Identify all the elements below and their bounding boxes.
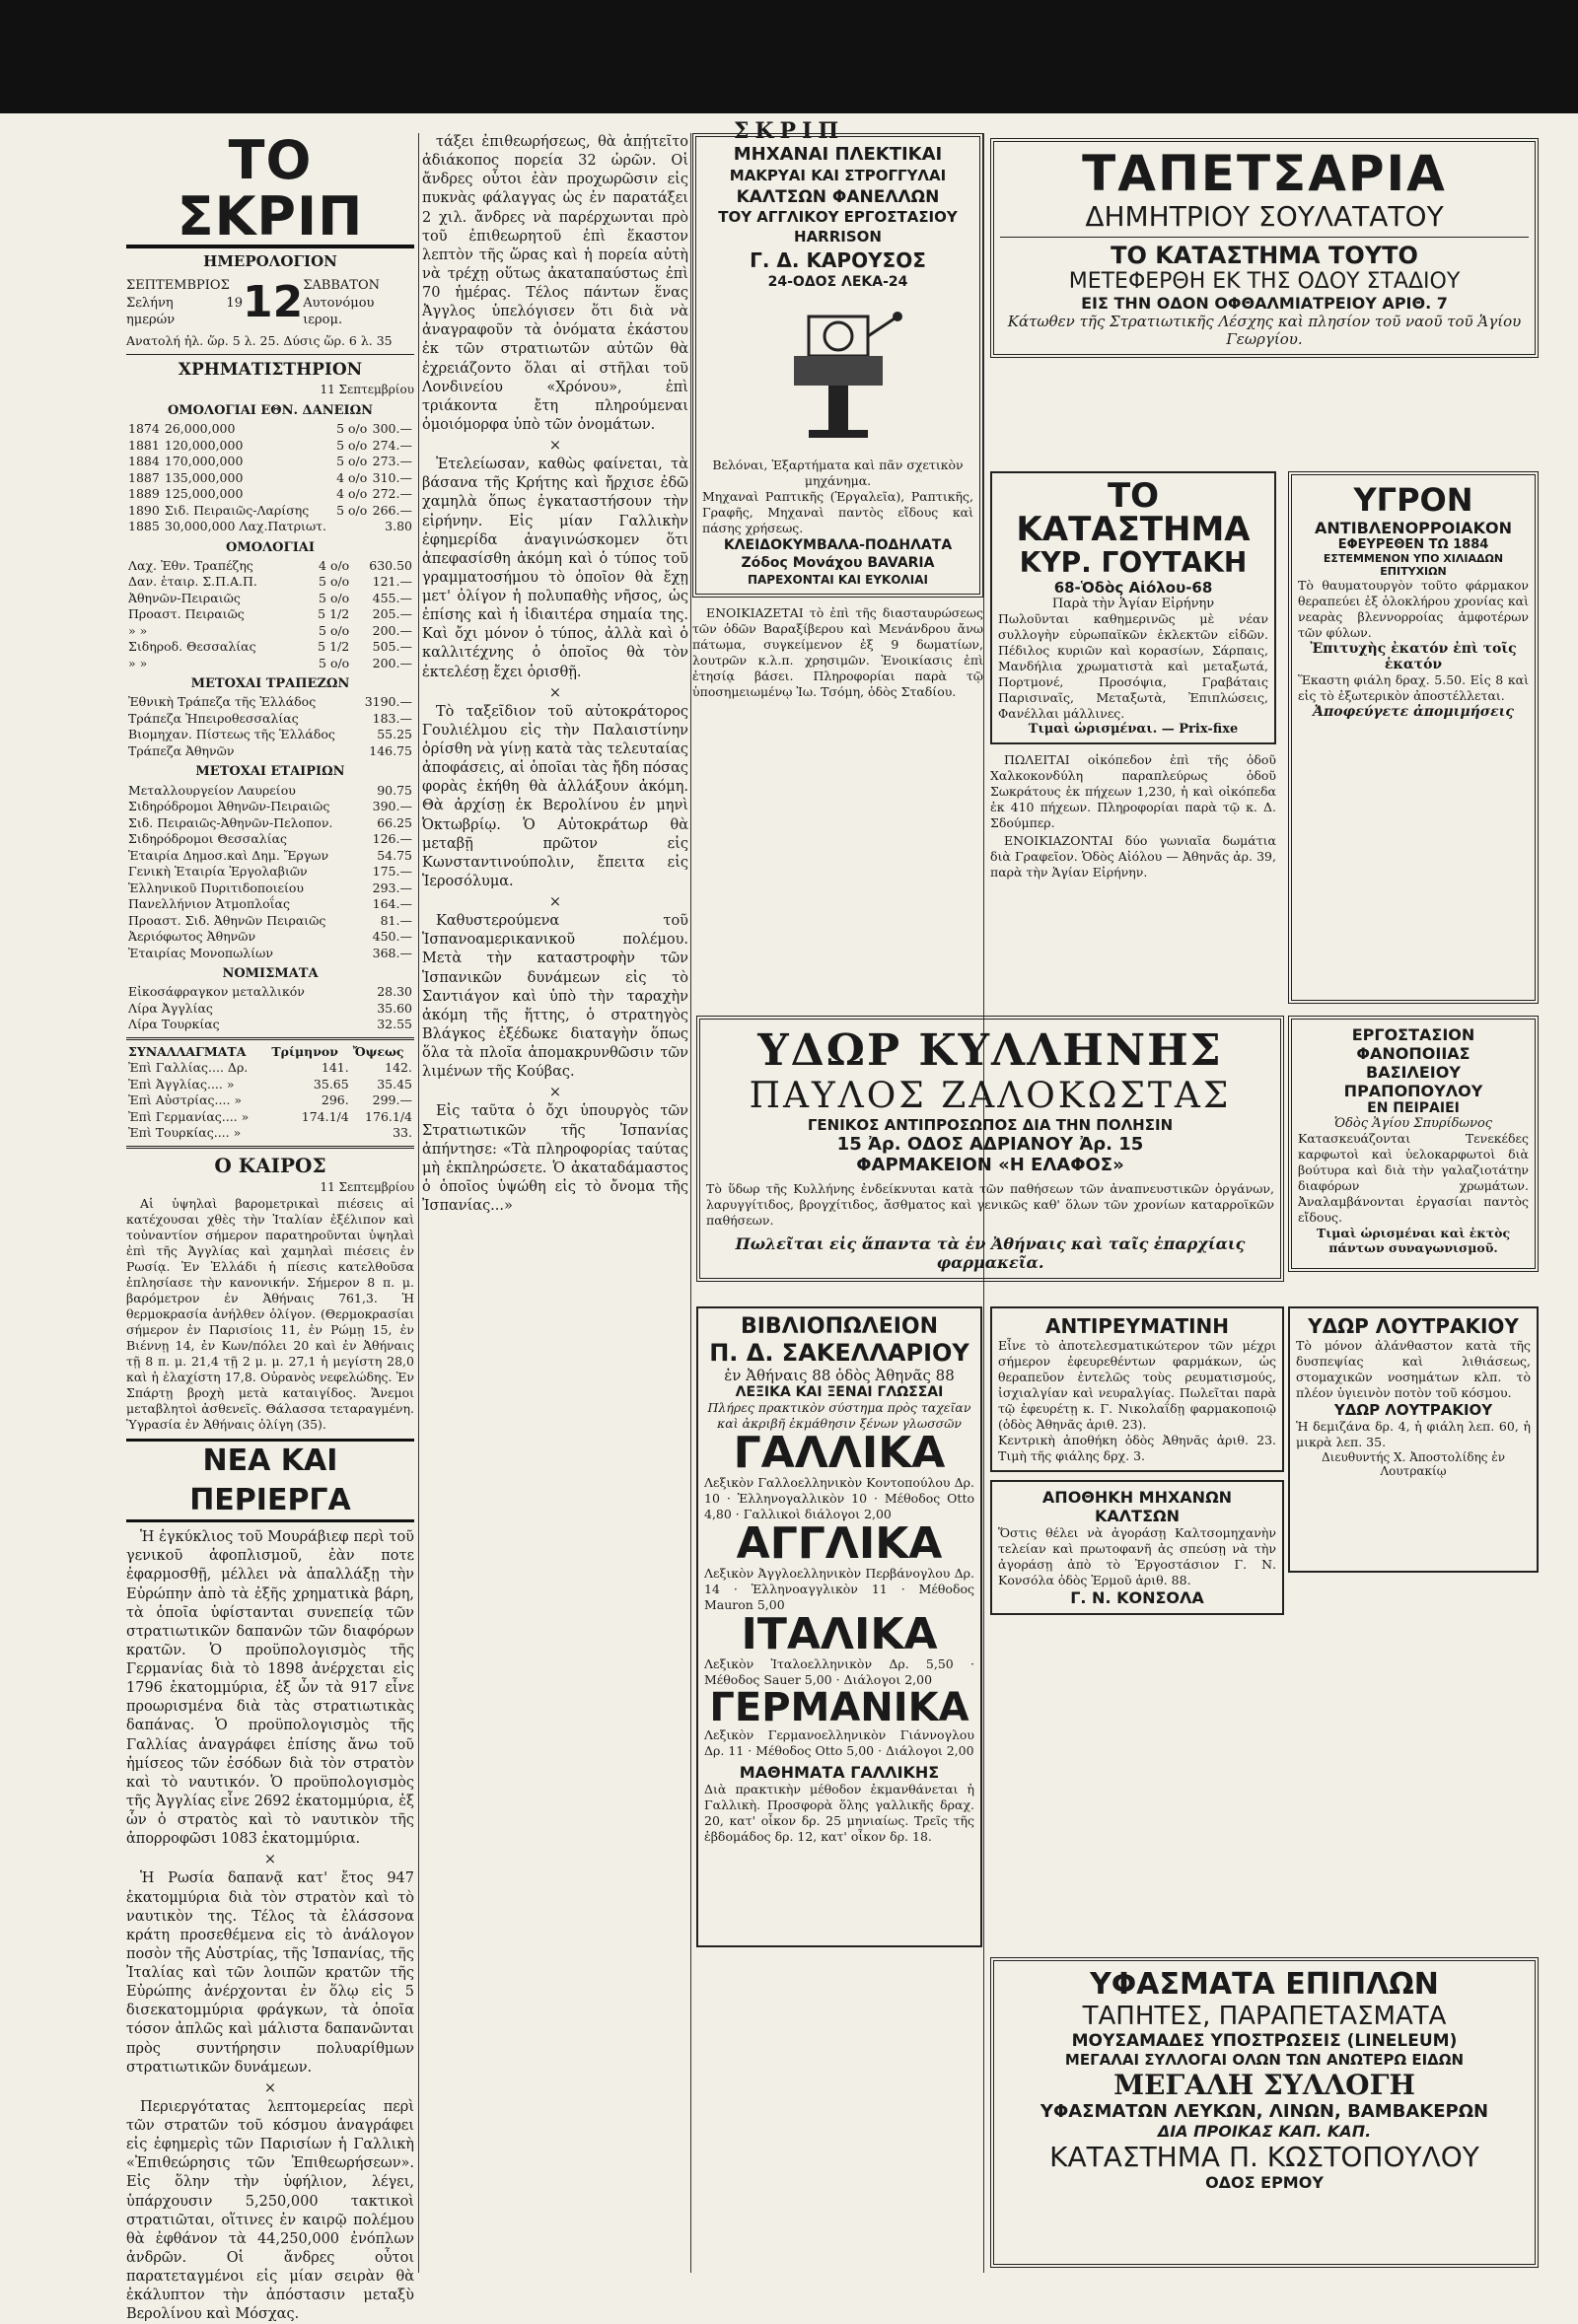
- ad-line: Ἀποφεύγετε ἀπομιμήσεις: [1313, 704, 1514, 720]
- ad-line: ΥΔΩΡ ΛΟΥΤΡΑΚΙΟΥ: [1333, 1401, 1493, 1419]
- table-row: [126, 1125, 414, 1142]
- table-cell: 455.—: [372, 590, 412, 605]
- loans-table: [126, 421, 414, 535]
- ad-line: ΤΟ ΚΑΤΑΣΤΗΜΑ ΤΟΥΤΟ: [1111, 241, 1418, 269]
- table-cell: 5 1/2: [318, 639, 350, 655]
- ad-line: Παρὰ τὴν Ἁγίαν Εἰρήνην: [1051, 597, 1215, 611]
- ad-line: ΔΗΜΗΤΡΙΟΥ ΣΟΥΛΑΤΑΤΟΥ: [1085, 199, 1444, 233]
- ads-goutaki-column: [990, 471, 1276, 1004]
- ad-line: ΕΣΤΕΜΜΕΝΟΝ ΥΠΟ ΧΙΛΙΑΔΩΝ ΕΠΙΤΥΧΙΩΝ: [1323, 552, 1504, 578]
- table-cell: 4 ο/ο: [336, 486, 368, 502]
- ad-line: Τὸ ὕδωρ τῆς Κυλλήνης ἐνδείκνυται κατὰ τῶν παθήσεων τῶν ἀναπνευστικῶν ὀργάνων, λαρυγγίτιδος, βρογχίτιδος, ἄσθματος καὶ γενικῶς καθ' ὅλων τῶν χρονίων καταρροϊκῶν παθήσεων.: [706, 1181, 1274, 1228]
- table-cell: 3190.—: [364, 694, 412, 710]
- table-cell: 200.—: [372, 655, 412, 670]
- table-cell: 273.—: [372, 454, 412, 469]
- bourse-date: 11 Σεπτεμβρίου: [320, 383, 414, 397]
- ad-line: Γ. Ν. ΚΟΝΣΟΛΑ: [1070, 1588, 1204, 1607]
- fx-table: [126, 1044, 414, 1142]
- table-cell: 28.30: [377, 984, 412, 1000]
- ad-line: Ἐπιτυχὴς ἐκατόν ἐπὶ τοῖς ἑκατόν: [1310, 641, 1517, 672]
- table-cell: 35.45: [377, 1076, 412, 1092]
- ad-line: ΥΦΑΣΜΑΤΩΝ ΛΕΥΚΩΝ, ΛΙΝΩΝ, ΒΑΜΒΑΚΕΡΩΝ: [1040, 2101, 1489, 2122]
- table-cell: Ἐπὶ Αὐστρίας.... »: [128, 1092, 243, 1108]
- table-row: [126, 815, 414, 832]
- table-cell: 1890: [128, 502, 160, 518]
- table-row: [126, 574, 414, 591]
- banks-heading: ΜΕΤΟΧΑΙ ΤΡΑΠΕΖΩΝ: [190, 676, 350, 692]
- ad-line: ΤΟΥ ΑΓΓΛΙΚΟΥ ΕΡΓΟΣΤΑΣΙΟΥ: [718, 207, 958, 226]
- ad-line: ΑΝΤΙΡΕΥΜΑΤΙΝΗ: [1044, 1314, 1230, 1338]
- ad-line: ΥΦΑΣΜΑΤΑ ΕΠΙΠΛΩΝ: [1090, 1967, 1439, 2002]
- article-paragraph: Ἡ ἐγκύκλιος τοῦ Μουράβιεφ περὶ τοῦ γενικοῦ ἀφοπλισμοῦ, ἐὰν ποτε ἐφαρμοσθῇ, μέλλει νὰ ἀπαλλάξῃ τὴν Εὐρώπην ἀπὸ τὰ ἐξῆς χρηματικὰ βάρη, τὰ ὁποῖα ὑφίστανται συνεπείᾳ τῶν στρατιωτικῶν δαπανῶν τῶν διαφόρων κρατῶν. Ὁ προϋπολογισμὸς τῆς Γερμανίας διὰ τὸ 1898 ἀνέρχεται εἰς 1796 ἑκατομμύρια, ἐξ ὧν τὰ 917 εἶνε προωρισμένα διὰ τὰς στρατιωτικὰς δαπάνας. Ὁ προϋπολογισμὸς τῆς Γαλλίας ἀναγράφει ἐπίσης ἄνω τοῦ ἡμίσεος τῶν ἐσόδων διὰ τὸν στρατὸν καὶ τὸ ναυτικόν. Ὁ προϋπολογισμὸς τῆς Ἀγγλίας εἶνε 2692 ἑκατομμύρια, ἐξ ὧν ὁ στρατὸς καὶ τὸ ναυτικὸν τῆς ἀπορροφῶσι 1083 ἑκατομμύρια.: [126, 1529, 414, 1848]
- ad-line: Ὅστις θέλει νὰ ἀγοράσῃ Καλτσομηχανὴν τελείαν καὶ πρωτοφανῆ ἀς σπεύσῃ νὰ τὴν ἀγοράσῃ ἀπὸ τὸ Ἐργοστάσιον Γ. Ν. Κονσόλα ὁδὸς Ἑρμοῦ ἀριθ. 88.: [998, 1525, 1276, 1587]
- table-cell: Τράπεζα Ἀθηνῶν: [128, 742, 235, 758]
- ad-line: ΜΑΚΡΥΑΙ ΚΑΙ ΣΤΡΟΓΓΥΛΑΙ: [729, 166, 947, 184]
- ad-line: Διὰ πρακτικὴν μέθοδον ἐκμανθάνεται ἡ Γαλλικὴ. Προσφορὰ ὅλης γαλλικῆς δραχ. 20, κατ' οἶκον δρ. 25 μηνιαίως. Τρεῖς τῆς ἑβδομάδος δρ. 12, κατ' οἶκον δρ. 18.: [704, 1782, 974, 1844]
- ad-line: ἐν Ἀθήναις 88 ὁδὸς Ἀθηνᾶς 88: [724, 1367, 955, 1384]
- table-row: [126, 656, 414, 672]
- article-paragraph: τάξει ἐπιθεωρήσεως, θὰ ἀπῄτεῖτο ἀδιάκοπος πορεία 32 ὡρῶν. Οἱ ἄνδρες οὗτοι ἐὰν προχωρῶσιν εἰς πυκνὰς φάλαγγας ὡς ἐν παρατάξει 2 χιλ. ἄνδρες νὰ παρέρχωνται πρὸ τοῦ ἐπιθεωρητοῦ ἐπὶ ἕκαστον λεπτὸν τῆς ὥρας καὶ ἡ πορεία αὐτὴ νὰ τρέχῃ οὕτως ἀκαταπαύστως ἐπὶ 70 ἡμέρας. Τέλος πάντων ἕνας Ἀγγλος ὑπελόγισεν ὅτι διὰ νὰ ἀναγραφοῦν τὰ ὀνόματα ἐκάστου ἐκ τῶν στρατιωτῶν αὐτῶν θὰ ἐχρειάζοντο ὅλαι αἱ στῆλαι τοῦ Λονδινείου «Χρόνου», ἐπὶ τριάκοντα ἔτη πληρούμεναι ὁμοιόμορφα ὑπὸ τῶν ὀνομάτων.: [422, 134, 688, 433]
- day-number: 12: [242, 277, 304, 328]
- loans-heading: ΟΜΟΛΟΓΙΑΙ ΕΘΝ. ΔΑΝΕΙΩΝ: [167, 403, 374, 419]
- ad-line: Π. Δ. ΣΑΚΕΛΛΑΡΙΟΥ: [709, 1339, 969, 1367]
- table-row: [126, 470, 414, 487]
- table-row: [126, 1092, 414, 1109]
- table-cell: Προαστ. Σιδ. Ἀθηνῶν Πειραιῶς: [128, 912, 326, 928]
- masthead-title: ΤΟ ΣΚΡΙΠ: [126, 133, 414, 248]
- table-row: [126, 1001, 414, 1018]
- ad-line: ΠΑΡΕΧΟΝΤΑΙ ΚΑΙ ΕΥΚΟΛΙΑΙ: [747, 572, 929, 587]
- ad-line: Ἕκαστη φιάλη δραχ. 5.50. Εἰς 8 καὶ εἰς τὸ ἐξωτερικὸν ἀποστέλλεται.: [1298, 672, 1529, 703]
- table-row: [126, 606, 414, 623]
- table-cell: 141.: [321, 1060, 349, 1076]
- table-row: [126, 639, 414, 656]
- ad-line: ΦΑΡΜΑΚΕΙΟΝ «Η ΕΛΑΦΟΣ»: [856, 1155, 1124, 1175]
- news-col1: [126, 1528, 414, 2324]
- table-cell: 81.—: [380, 912, 412, 928]
- bonds-table: [126, 558, 414, 672]
- table-cell: 176.1/4: [365, 1108, 412, 1124]
- ad-list: Λεξικὸν Γαλλοελληνικὸν Κοντοπούλου Δρ. 10 · Ἑλληνογαλλικὸν 10 · Μέθοδος Otto 4,80 · Γαλλικοὶ διάλογοι 2,00: [704, 1475, 974, 1521]
- article-paragraph: Ἡ Ρωσία δαπανᾷ κατ' ἔτος 947 ἑκατομμύρια διὰ τὸν στρατὸν καὶ τὸ ναυτικὸν της. Τέλος τὰ ἐλάσσονα κράτη προσεθέμενα εἰς τὸ ἀνάλογον ποσὸν τῆς Αὐστρίας, τῆς Ἰσπανίας, τῆς Ἰταλίας καὶ τῶν λοιπῶν κρατῶν τῆς Εὐρώπης ἀνέρχονται ἐν ὅλῳ εἰς 5 δισεκατομμύρια φράγκων, τὰ ὁποῖα τόσον ἀπλῶς καὶ μάλιστα δαπανῶνται πρὸς συντήρησιν πολυαρίθμων στρατιωτικῶν δυνάμεων.: [126, 1870, 414, 2076]
- column-1: [126, 129, 414, 2323]
- table-cell: 33.: [393, 1125, 412, 1141]
- table-cell: Ἐπὶ Τουρκίας.... »: [128, 1125, 242, 1141]
- table-row: [126, 727, 414, 743]
- ad-line: HARRISON: [794, 227, 882, 246]
- table-row: [126, 558, 414, 575]
- ad-antirevmatini: [990, 1306, 1284, 1472]
- table-cell: Λίρα Ἀγγλίας: [128, 1000, 213, 1016]
- ad-line: ΥΓΡΟΝ: [1353, 481, 1473, 519]
- ad-line: ΜΕΓΑΛΗ ΣΥΛΛΟΓΗ: [1113, 2069, 1415, 2101]
- top-scan-bar: [0, 0, 1578, 113]
- table-cell: Ἐθνικὴ Τράπεζα τῆς Ἑλλάδος: [128, 694, 317, 710]
- ad-list: Λεξικὸν Γερμανοελληνικὸν Γιάννογλου Δρ. 11 · Μέθοδος Otto 5,00 · Διάλογοι 2,00: [704, 1727, 974, 1758]
- ad-fanopoiia: [1288, 1016, 1539, 1272]
- table-cell: 310.—: [372, 469, 412, 485]
- column-rule: [418, 133, 419, 2273]
- table-cell: [269, 1125, 350, 1142]
- ad-line: Τιμαὶ ὡρισμέναι καὶ ἐκτὸς πάντων συναγωνισμοῦ.: [1316, 1226, 1511, 1255]
- table-cell: Ἐπὶ Ἀγγλίας.... »: [128, 1076, 235, 1092]
- ad-sale: ΠΩΛΕΙΤΑΙ οἰκόπεδον ἐπὶ τῆς ὁδοῦ Χαλκοκονδύλη παραπλεύρως ὁδοῦ Σωκράτους ἐκ πήχεων 1,230, ἡ καὶ οἰκόπεδα ἐκ 410 πήχεων. Πληροφορίαι παρὰ τῷ κ. Δ. Σδούμπερ.: [990, 752, 1276, 830]
- ad-line: ΚΛΕΙΔΟΚΥΜΒΑΛΑ-ΠΟΔΗΛΑΤΑ: [723, 536, 953, 553]
- table-cell: Τράπεζα Ἠπειροθεσσαλίας: [128, 710, 299, 726]
- table-cell: 5 ο/ο: [319, 590, 350, 605]
- ad-line: ΜΗΧΑΝΑΙ ΠΛΕΚΤΙΚΑΙ: [733, 144, 943, 165]
- table-cell: 200.—: [372, 622, 412, 638]
- ad-kostopoulos: [990, 1957, 1539, 2268]
- ad-line: ΤΑΠΗΤΕΣ, ΠΑΡΑΠΕΤΑΣΜΑΤΑ: [1082, 2002, 1447, 2031]
- table-cell: 5 ο/ο: [336, 502, 368, 518]
- ad-line: ΛΕΞΙΚΑ ΚΑΙ ΞΕΝΑΙ ΓΛΩΣΣΑΙ: [735, 1384, 944, 1400]
- table-cell: 450.—: [372, 929, 412, 945]
- ad-knitting-machines: [692, 133, 983, 598]
- table-cell: [333, 519, 369, 535]
- separator: ×: [263, 1852, 277, 1868]
- news-col2: [422, 133, 688, 891]
- news-heading: ΝΕΑ ΚΑΙ ΠΕΡΙΕΡΓΑ: [126, 1439, 414, 1522]
- ad-line: Γ. Δ. ΚΑΡΟΥΣΟΣ: [750, 247, 926, 272]
- bourse-heading: ΧΡΗΜΑΤΙΣΤΗΡΙΟΝ: [178, 359, 363, 380]
- table-cell: 66.25: [377, 814, 412, 830]
- ad-line: 15 Ἀρ. ΟΔΟΣ ΑΔΡΙΑΝΟΥ Ἀρ. 15: [836, 1134, 1144, 1155]
- knitting-machine-illustration: [769, 297, 907, 445]
- table-cell: Ἐπὶ Γαλλίας.... Δρ.: [128, 1060, 249, 1076]
- table-row: [126, 1109, 414, 1126]
- column-rule: [690, 133, 691, 2273]
- ad-list: Λεξικὸν Ἰταλοελληνικὸν Δρ. 5,50 · Μέθοδος Sauer 5,00 · Διάλογοι 2,00: [704, 1656, 974, 1687]
- weather-heading: Ο ΚΑΙΡΟΣ: [214, 1153, 326, 1177]
- news-col2b: [422, 912, 688, 1216]
- table-cell: 35.65: [313, 1076, 349, 1092]
- table-row: [126, 799, 414, 815]
- ad-line: ΒΑΣΙΛΕΙΟΥ ΠΡΑΠΟΠΟΥΛΟΥ: [1343, 1063, 1483, 1100]
- table-cell: 3.80: [385, 519, 412, 534]
- ad-lang: ΑΓΓΛΙΚΑ: [736, 1518, 943, 1569]
- ad-line: Ἡ δεμιζάνα δρ. 4, ἡ φιάλη λεπ. 60, ἡ μικρὰ λεπ. 35.: [1296, 1419, 1531, 1449]
- ad-line: ΤΟ ΚΑΤΑΣΤΗΜΑ: [1016, 476, 1251, 549]
- ad-line: ΜΟΥΣΑΜΑΔΕΣ ΥΠΟΣΤΡΩΣΕΙΣ (LINELEUM): [1071, 2031, 1458, 2051]
- table-cell: Σιδηρόδρομοι Ἀθηνῶν-Πειραιῶς: [128, 799, 330, 814]
- table-row: [126, 438, 414, 455]
- ad-tapetsaria: [990, 138, 1539, 358]
- ad-line: ΥΔΩΡ ΛΟΥΤΡΑΚΙΟΥ: [1308, 1314, 1519, 1338]
- separator: ×: [263, 2079, 277, 2096]
- table-cell: 4 ο/ο: [336, 469, 368, 485]
- table-cell: 126.—: [372, 831, 412, 847]
- table-cell: Λίρα Τουρκίας: [128, 1017, 220, 1032]
- table-row: [126, 880, 414, 897]
- table-cell: Σιδηροδ. Θεσσαλίας: [128, 639, 256, 655]
- ad-line: ΑΠΟΘΗΚΗ ΜΗΧΑΝΩΝ ΚΑΛΤΣΩΝ: [1041, 1488, 1233, 1525]
- table-row: [126, 984, 414, 1001]
- table-cell: 35.60: [377, 1000, 412, 1016]
- table-cell: 5 ο/ο: [336, 437, 368, 453]
- table-cell: 299.—: [372, 1092, 412, 1108]
- ad-line: ΕΝ ΠΕΙΡΑΙΕΙ: [1367, 1100, 1460, 1116]
- table-cell: 142.: [385, 1060, 412, 1076]
- ad-line: ΔΙΑ ΠΡΟΙΚΑΣ ΚΑΠ. ΚΑΠ.: [1157, 2122, 1372, 2141]
- ad-ygron: [1288, 471, 1539, 1004]
- table-cell: 296.: [321, 1092, 349, 1108]
- table-cell: Σιδηρόδρομοι Θεσσαλίας: [128, 831, 288, 847]
- table-cell: 170,000,000: [164, 454, 244, 469]
- table-cell: Ἐπὶ Γερμανίας.... »: [128, 1108, 250, 1124]
- separator: ×: [548, 1085, 562, 1101]
- ad-line: Πωλεῖται εἰς ἅπαντα τὰ ἐν Ἀθήναις καὶ ταῖς ἐπαρχίαις φαρμακεῖα.: [735, 1234, 1246, 1272]
- article-paragraph: Εἰς ταῦτα ὁ ὄχι ὑπουργὸς τῶν Στρατιωτικῶν τῆς Ἰσπανίας ἀπήντησε: «Τὰ πληροφορίας ταύτας μὴ ἐκπληρώσετε. Ὁ ἀκαταδάμαστος ὁ ὁποῖος ὑψώθη εἰς τὸ ὄνομα τῆς Ἰσπανίας...»: [422, 1103, 688, 1214]
- table-cell: Ἑταιρία Δημοσ.καὶ Δημ. Ἔργων: [128, 847, 329, 863]
- ad-line: ΕΡΓΟΣΤΑΣΙΟΝ ΦΑΝΟΠΟΙΙΑΣ: [1351, 1025, 1475, 1063]
- table-cell: Ἀεριόφωτος Ἀθηνῶν: [128, 929, 256, 945]
- companies-heading: ΜΕΤΟΧΑΙ ΕΤΑΙΡΙΩΝ: [195, 764, 345, 780]
- table-cell: 5 ο/ο: [319, 622, 350, 638]
- ad-lang: ΓΕΡΜΑΝΙΚΑ: [709, 1685, 969, 1730]
- table-cell: 125,000,000: [164, 486, 244, 502]
- table-cell: 30,000,000 Λαχ.Πατριωτ.: [164, 519, 327, 534]
- separator: ×: [548, 438, 562, 454]
- table-cell: Ἑλληνικοῦ Πυριτιδοποιείου: [128, 880, 305, 895]
- ad-line: ΕΙΣ ΤΗΝ ΟΔΟΝ ΟΦΘΑΛΜΙΑΤΡΕΙΟΥ ΑΡΙΘ. 7: [1081, 293, 1448, 313]
- table-cell: 1881: [128, 437, 160, 453]
- table-cell: 1885: [128, 519, 160, 534]
- ad-line: ΒΙΒΛΙΟΠΩΛΕΙΟΝ: [740, 1314, 939, 1339]
- table-cell: 175.—: [372, 864, 412, 880]
- ad-line: Πωλοῦνται καθημερινῶς μὲ νέαν συλλογὴν εὐρωπαϊκῶν ἐκλεκτῶν εἰδῶν. Πέδιλος κυριῶν καὶ κορασίων, Σάρπαις, Μανδήλια χρωματιστὰ καὶ μεταξωτά, Πορτμονέ, Προσόψια, Γραβάταις Παρισιναῖς, Μεταξωτὰ, Ἐπιπλώσεις, Φανέλλαι μάλλινες.: [998, 611, 1268, 721]
- table-cell: Λαχ. Ἐθν. Τραπέζης: [128, 557, 253, 573]
- table-row: [126, 831, 414, 848]
- table-row: [126, 1060, 414, 1077]
- ad-line: ΜΑΘΗΜΑΤΑ ΓΑΛΛΙΚΗΣ: [739, 1763, 940, 1782]
- ad-list: Λεξικὸν Ἀγγλοελληνικὸν Περβάνογλου Δρ. 14 · Ἑλληνοαγγλικὸν 11 · Μέθοδος Mauron 5,00: [704, 1566, 974, 1612]
- table-row: [126, 896, 414, 913]
- moon: Σελήνη 19 ημερών: [126, 295, 243, 327]
- bonds-heading: ΟΜΟΛΟΓΙΑΙ: [226, 539, 315, 555]
- table-row: [126, 503, 414, 520]
- table-row: [126, 519, 414, 535]
- table-row: [126, 946, 414, 962]
- table-cell: 121.—: [372, 574, 412, 590]
- table-row: [126, 623, 414, 640]
- month: ΣΕΠΤΕΜΒΡΙΟΣ: [126, 278, 230, 294]
- article-paragraph: Ἐτελείωσαν, καθὼς φαίνεται, τὰ βάσανα τῆς Κρήτης καὶ ἤρχισε ἐδῶ χαμηλὰ ὅπως ἐγκαταστήσουν τὴν εἰρήνην. Εἰς μίαν Γαλλικὴν ἐφημερίδα ἀναγινώσκομεν ὅτι ἀπεφασίσθη ἀκόμη καὶ ὁ τύπος τοῦ γραμματοσήμου τὸ ὁποῖον θὰ ἔχῃ μετ' ὀλίγον ἡ πολυπαθὴς νῆσος, ὡς ἐπίσης καὶ ἡ ἰδιαιτέρα σημαία της. Καὶ ὄχι μόνον ὁ τύπος, ἀλλὰ καὶ ὁ καλλιτέχνης ὁ ὁποῖος θὰ τὸν ἐκτελέσῃ ἔχει ὁρισθῇ.: [422, 457, 688, 680]
- table-cell: Ἀθηνῶν-Πειραιῶς: [128, 590, 241, 605]
- table-row: [126, 711, 414, 728]
- table-cell: Μεταλλουργείον Λαυρείου: [128, 782, 296, 798]
- table-cell: Ἑταιρίας Μονοπωλίων: [128, 945, 273, 960]
- table-cell: 266.—: [372, 502, 412, 518]
- ads-middle-right: [990, 1306, 1284, 1947]
- table-cell: » »: [128, 655, 148, 670]
- ad-line: ΚΑΛΤΣΩΝ ΦΑΝΕΛΛΩΝ: [736, 186, 940, 207]
- weather-text: Αἱ ὑψηλαὶ βαρομετρικαὶ πιέσεις αἱ κατέχουσαι χθὲς τὴν Ἰταλίαν ἐξέλιπον καὶ τοὐναντίον σήμερον παρατηροῦνται ὑψηλαὶ ἐπὶ τῆς Ἀγγλίας καὶ χαμηλαὶ πιέσεις ἐν Ρωσίᾳ. Ἐν Ἑλλάδι ἡ πίεσις κατελθοῦσα ἐπλησίασε τὴν κανονικήν. Σήμερον 8 π. μ. βαρόμετρον ἐν Ἀθήναις 761,3. Ἡ θερμοκρασία ἀνήλθεν ὀλίγον. (Θερμοκρασίαι σήμερον ἐν Παρισίοις 11, ἐν Ρώμῃ 15, ἐν Βιέννῃ 14, ἐν Κων/πόλει 20 καὶ ἐν Ἀθήναις τῇ 8 π. μ. 21,4 τῇ 2 μ. μ. 27,1 ἡ μεγίστη 28,0 καὶ ἡ ἐλαχίστη 17,8. Οὐρανὸς νεφελώδης. Ἐν Σπάρτῃ βροχὴ μετὰ καταιγίδος. Ἄνεμοι μεταβλητοὶ ἀσθενεῖς. Θάλασσα τεταραγμένη. Ὑγρασία ἐν Ἀθήναις ὀλίγη (35).: [126, 1196, 414, 1433]
- table-row: [126, 864, 414, 880]
- table-row: [126, 913, 414, 930]
- ad-line: ΤΑΠΕΤΣΑΡΙΑ: [1082, 145, 1447, 202]
- table-cell: 164.—: [372, 896, 412, 912]
- table-cell: 368.—: [372, 945, 412, 960]
- table-cell: 55.25: [377, 727, 412, 742]
- weather-date: 11 Σεπτεμβρίου: [320, 1180, 414, 1195]
- dateline: [126, 274, 414, 331]
- ad-konsola: [990, 1480, 1284, 1615]
- ad-line: Ὁδὸς Ἁγίου Σπυρίδωνος: [1333, 1116, 1493, 1131]
- banks-table: [126, 694, 414, 759]
- ad-line: Μηχαναὶ Ραπτικῆς (Ἐργαλεῖα), Ραπτικῆς, Γραφῆς, Μηχαναὶ παντὸς εἴδους καὶ πάσης χρήσεως.: [702, 488, 973, 535]
- ad-line: 68-Ὁδὸς Αἰόλου-68: [1053, 579, 1213, 597]
- ad-line: Τὸ μόνον ἀλάνθαστον κατὰ τῆς δυσπεψίας καὶ λιθιάσεως, στομαχικῶν νοσημάτων κλπ. τὸ πλέον ὑγιεινὸν ποτὸν τοῦ κόσμου.: [1296, 1338, 1531, 1400]
- table-cell: 5 ο/ο: [336, 421, 368, 437]
- ad-kyllini-water: [696, 1016, 1284, 1282]
- ad-rent-1: ΕΝΟΙΚΙΑΖΕΤΑΙ τὸ ἐπὶ τῆς διασταυρώσεως τῶν ὁδῶν Βαραξίβερου καὶ Μενάνδρου ἄνω πάτωμα, συγκείμενον ἐξ 9 δωματίων, λουτρῶν κ.λ.π. χρησιμῶν. Ἐνοικίασις ἐπὶ ἐτησίᾳ βάσει. Πληροφορίαι παρὰ τῷ ὑποσημειωμένῳ Ἰω. Τσόμη, ὁδὸς Σταδίου.: [692, 605, 983, 700]
- ad-line: Εἶνε τὸ ἀποτελεσματικώτερον τῶν μέχρι σήμερον ἐφευρεθέντων φαρμάκων, ὡς θεραπεῦον ἐντελῶς τοὺς ρευματισμούς, ἰσχιαλγίαν καὶ νευραλγίας. Πωλεῖται παρὰ τῷ ἐφευρέτῃ κ. Γ. Νικολαΐδῃ φαρμακοποιῷ (ὁδὸς Ἀθηνᾶς ἀριθ. 23).: [998, 1338, 1276, 1432]
- table-cell: 4 ο/ο: [319, 557, 350, 573]
- table-cell: 146.75: [369, 742, 412, 758]
- ad-line: Τιμαὶ ὡρισμέναι. — Prix-fixe: [1028, 722, 1239, 737]
- table-cell: 274.—: [372, 437, 412, 453]
- table-cell: 54.75: [377, 847, 412, 863]
- table-cell: 300.—: [372, 421, 412, 437]
- ad-line: ΓΕΝΙΚΟΣ ΑΝΤΙΠΡΟΣΩΠΟΣ ΔΙΑ ΤΗΝ ΠΟΛΗΣΙΝ: [807, 1116, 1174, 1134]
- table-cell: 183.—: [372, 710, 412, 726]
- ad-bookstore: [696, 1306, 982, 1947]
- ad-line: Κάτωθεν τῆς Στρατιωτικῆς Λέσχης καὶ πλησίον τοῦ ναοῦ τοῦ Ἁγίου Γεωργίου.: [1007, 312, 1522, 348]
- ad-line: Βελόναι, Ἐξαρτήματα καὶ πᾶν σχετικὸν μηχάνημα.: [712, 457, 964, 488]
- article-paragraph: Καθυστερούμενα τοῦ Ἱσπανοαμερικανικοῦ πολέμου. Μετὰ τὴν καταστροφὴν τῶν Ἱσπανικῶν δυνάμεων εἰς τὸ Σαντιάγον καὶ ὑπὸ τὴν ταραχὴν ἀκόμη τῆς ἥττης, ὁ στρατηγὸς Βλάγκος ἐξέδωκε διαταγὴν ὅπως ὅλα τὰ πλοῖα ἀπομακρυνθῶσιν τῶν λιμένων τῆς Κούβας.: [422, 913, 688, 1081]
- table-cell: Πανελλήνιον Ἀτμοπλοΐας: [128, 896, 290, 912]
- table-cell: 174.1/4: [301, 1108, 349, 1124]
- ad-line: Διευθυντής Χ. Ἀποστολίδης ἐν Λουτρακίῳ: [1321, 1450, 1506, 1478]
- table-cell: 390.—: [372, 799, 412, 814]
- table-cell: 120,000,000: [164, 437, 244, 453]
- table-cell: Σιδ. Πειραιῶς-Ἀθηνῶν-Πελοπον.: [128, 814, 333, 830]
- ad-line: ΑΝΤΙΒΛΕΝΟΡΡΟΙΑΚΟΝ: [1315, 519, 1512, 537]
- table-cell: Δαν. ἑταιρ. Σ.Π.Α.Π.: [128, 574, 257, 590]
- ad-rent-2: ΕΝΟΙΚΙΑΖΟΝΤΑΙ δύο γωνιαῖα δωμάτια διὰ Γραφεῖον. Ὁδὸς Αἰόλου — Ἀθηνᾶς ἀρ. 39, παρὰ τὴν Ἁγίαν Εἰρήνην.: [990, 833, 1276, 880]
- ad-line: ΠΑΥΛΟΣ ΖΑΛΟΚΩΣΤΑΣ: [749, 1076, 1232, 1116]
- ad-line: ΟΔΟΣ ΕΡΜΟΥ: [1205, 2173, 1324, 2192]
- table-cell: 505.—: [372, 639, 412, 655]
- table-row: [126, 1017, 414, 1033]
- table-cell: 1874: [128, 421, 160, 437]
- ad-line: ΥΔΩΡ ΚΥΛΛΗΝΗΣ: [757, 1025, 1223, 1076]
- table-cell: » »: [128, 622, 148, 638]
- ad-line: ΚΥΡ. ΓΟΥΤΑΚΗ: [1019, 546, 1248, 579]
- table-row: [126, 486, 414, 503]
- coins-table: [126, 984, 414, 1033]
- ad-line: ΚΑΤΑΣΤΗΜΑ Π. ΚΩΣΤΟΠΟΥΛΟΥ: [1049, 2141, 1479, 2173]
- ad-line: ΜΕΤΕΦΕΡΘΗ ΕΚ ΤΗΣ ΟΔΟΥ ΣΤΑΔΙΟΥ: [1068, 268, 1461, 294]
- calendar-label: ΗΜΕΡΟΛΟΓΙΟΝ: [203, 252, 337, 271]
- table-cell: 1887: [128, 469, 160, 485]
- table-header: Ὄψεως: [352, 1043, 404, 1059]
- table-row: [126, 454, 414, 470]
- ad-line: ΕΦΕΥΡΕΘΕΝ ΤΩ 1884: [1337, 537, 1489, 552]
- ad-line: Κατασκευάζονται Τενεκέδες καρφωτοὶ καὶ ὑελοκαρφωτοὶ διὰ βούτυρα καὶ διὰ τὴν γαλαζιοτάτην διαφόρων χρωμάτων. Ἀναλαμβάνονται ἐργασίαι παντὸς εἴδους.: [1298, 1131, 1529, 1225]
- table-cell: 5 1/2: [318, 606, 350, 622]
- table-cell: Σιδ. Πειραιῶς-Λαρίσης: [164, 502, 310, 518]
- table-row: [126, 591, 414, 607]
- ad-line: Ζόδος Μονάχου BAVARIA: [741, 555, 935, 572]
- table-header: ΣΥΝΑΛΛΑΓΜΑΤΑ: [128, 1043, 247, 1059]
- table-cell: 205.—: [372, 606, 412, 622]
- ad-line: Κεντρικὴ ἀποθήκη ὁδὸς Ἀθηνᾶς ἀριθ. 23. Τιμὴ τῆς φιάλης δρχ. 3.: [998, 1433, 1276, 1463]
- ad-line: 24-ΟΔΟΣ ΛΕΚΑ-24: [767, 273, 908, 290]
- article-paragraph: Τὸ ταξεῖδιον τοῦ αὐτοκράτορος Γουλιέλμου εἰς τὴν Παλαιστίνην ὁρίσθη νὰ γίνῃ κατὰ τὰς τελευταίας ἀποφάσεις, αἱ ὁποῖαι τὰς ἤδη πόσας φορὰς ἐκήθη θὰ ἀλλάξουν ἀκόμη. Θὰ ἀρχίσῃ ἐκ Βερολίνου ἐν μηνὶ Ὀκτωβρίῳ. Ὁ Αὐτοκράτωρ θὰ μεταβῇ πρῶτον εἰς Κωνσταντινούπολιν, ἔπειτα εἰς Ἱεροσόλυμα.: [422, 703, 688, 889]
- table-row: [126, 929, 414, 946]
- table-cell: 5 ο/ο: [319, 574, 350, 590]
- table-row: [126, 694, 414, 711]
- column-2: τάξει ἐπιθεωρήσεως, θὰ ἀπῄτεῖτο ἀδιάκοπος πορεία 32 ὡρῶν. Οἱ ἄνδρες οὗτοι ἐὰν προχωρῶσιν εἰς πυκνὰς φάλαγγας ὡς ἐν παρατάξει 2 χιλ. ἄνδρες νὰ παρέρχωνται πρὸ τοῦ ἐπιθεωρητοῦ ἐπὶ ἕκαστον λεπτὸν τῆς ὥρας καὶ ἡ πορεία αὐτὴ νὰ τρέχῃ οὕτως ἀκαταπαύστως ἐπὶ 70 ἡμέρας. Τέλος πάντων ἕνας Ἀγγλος ὑπελόγισεν ὅτι διὰ νὰ ἀναγραφοῦν τὰ ὀνόματα ἐκάστου ἐκ τῶν στρατιωτῶν αὐτῶν θὰ ἐχρειάζοντο ὅλαι αἱ στῆλαι τοῦ Λονδινείου «Χρόνου», ἐπὶ τριάκοντα ἔτη πληρούμεναι ὁμοιόμορφα ὑπὸ τῶν ὀνομάτων. × Ἐτελείωσαν, καθὼς φαίνεται, τὰ βάσανα τῆς Κρήτης καὶ ἤρχισε ἐδῶ χαμηλὰ ὅπως ἐγκαταστήσουν τὴν εἰρήνην. Εἰς μίαν Γαλλικὴν ἐφημερίδα ἀναγινώσκομεν ὅτι ἀπεφασίσθη ἀκόμη καὶ ὁ τύπος τοῦ γραμματοσήμου τὸ ὁποῖον θὰ ἔχῃ μετ' ὀλίγον ἡ πολυπαθὴς νῆσος, ὡς ἐπίσης καὶ ἡ ἰδιαιτέρα σημαία της. Καὶ ὄχι μόνον ὁ τύπος, ἀλλὰ καὶ ὁ καλλιτέχνης ὁ ὁποῖος θὰ τὸν ἐκτελέσῃ ἔχει ὁρισθῇ. × Τὸ ταξεῖδιον τοῦ αὐτοκράτορος Γουλιέλμου εἰς τὴν Παλαιστίνην ὁρίσθη νὰ γίνῃ κατὰ τὰς τελευταίας ἀποφάσεις, αἱ ὁποῖαι τὰς ἤδη πόσας φορὰς ἐκήθη θὰ ἀλλάξουν ἀκόμη. Θὰ ἀρχίσῃ ἐκ Βερολίνου ἐν μηνὶ Ὀκτωβρίῳ. Ὁ Αὐτοκράτωρ θὰ μεταβῇ πρῶτον εἰς Κωνσταντινούπολιν, ἔπειτα εἰς Ἱεροσόλυμα. × Καθυστερούμενα τοῦ Ἱσπανοαμερικανικοῦ πολέμου. Μετὰ τὴν καταστροφὴν τῶν Ἱσπανικῶν δυνάμεων εἰς τὸ Σαντιάγον καὶ ὑπὸ τὴν ταραχὴν ἀκόμη τῆς ἥττης, ὁ στρατηγὸς Βλάγκος ἐξέδωκε διαταγὴν ὅπως ὅλα τὰ πλοῖα ἀπομακρυνθῶσιν τῶν λιμένων τῆς Κούβας. × Εἰς ταῦτα ὁ ὄχι ὑπουργὸς τῶν Στρατιωτικῶν τῆς Ἰσπανίας ἀπήντησε: «Τὰ πληροφορίας ταύτας μὴ ἐκπληρώσετε. Ὁ ἀκαταδάμαστος ὁ ὁποῖος ὑψώθη εἰς τὸ ὄνομα τῆς Ἰσπανίας...»: [422, 133, 688, 2273]
- ad-line: Πλήρες πρακτικὸν σύστημα πρὸς ταχεῖαν καὶ ἀκριβῆ ἐκμάθησιν ξένων γλωσσῶν: [707, 1400, 971, 1431]
- ad-line: Τὸ θαυματουργὸν τοῦτο φάρμακον θεραπεύει ἐξ ὁλοκλήρου χρονίας καὶ νεαρὰς βλεννορροίας ἀμφοτέρων τῶν φύλων.: [1298, 578, 1529, 640]
- ad-lang: ΙΤΑΛΙΚΑ: [741, 1609, 938, 1659]
- running-head: ΣΚΡΙΠ: [733, 118, 845, 144]
- table-row: [126, 783, 414, 800]
- companies-table: [126, 783, 414, 962]
- table-row: [126, 743, 414, 760]
- table-cell: 32.55: [377, 1017, 412, 1032]
- table-header: Τρίμηνον: [271, 1043, 338, 1059]
- table-cell: 90.75: [377, 782, 412, 798]
- table-cell: 5 ο/ο: [336, 454, 368, 469]
- table-row: [126, 421, 414, 438]
- table-cell: 630.50: [369, 557, 412, 573]
- table-cell: 26,000,000: [164, 421, 236, 437]
- article-paragraph: Περιεργότατας λεπτομερείας περὶ τῶν στρατῶν τοῦ κόσμου ἀναγράφει εἰς ἐφημερὶς τῶν Παρισίων ἡ Γαλλικὴ «Ἐπιθεώρησις τῶν Ἐπιθεωρήσεων». Εἰς ὅλην τὴν ὑφήλιον, λέγει, ὑπάρχουσιν 5,250,000 τακτικοὶ στρατιῶται, οἵτινες ἐν καιρῷ πολέμου θὰ ἐφθάνον τὰ 44,250,000 ἐνόπλων ἀνδρῶν. Οἱ ἄνδρες οὗτοι παρατεταγμένοι εἰς μίαν σειρὰν θὰ ἐκάλυπτον τὴν ἀπόστασιν μεταξὺ Βερολίνου καὶ Μόσχας.: [126, 2098, 414, 2323]
- sun-times: Ανατολή ἡλ. ὥρ. 5 λ. 25. Δύσις ὥρ. 6 λ. 35: [126, 333, 393, 349]
- table-row: [126, 848, 414, 865]
- table-cell: 272.—: [372, 486, 412, 502]
- saint: Αυτονόμου ιερομ.: [303, 295, 375, 327]
- table-cell: 1889: [128, 486, 160, 502]
- table-cell: Προαστ. Πειραιῶς: [128, 606, 245, 622]
- ad-lang: ΓΑΛΛΙΚΑ: [733, 1428, 946, 1478]
- coins-heading: ΝΟΜΙΣΜΑΤΑ: [222, 966, 319, 982]
- table-cell: Εἰκοσάφραγκον μεταλλικόν: [128, 984, 305, 1000]
- table-cell: Βιομηχαν. Πίστεως τῆς Ἑλλάδος: [128, 727, 335, 742]
- table-cell: 293.—: [372, 880, 412, 895]
- table-row: [126, 1077, 414, 1093]
- table-cell: 135,000,000: [164, 469, 244, 485]
- ad-line: ΜΕΓΑΛΑΙ ΣΥΛΛΟΓΑΙ ΟΛΩΝ ΤΩΝ ΑΝΩΤΕΡΩ ΕΙΔΩΝ: [1064, 2051, 1465, 2069]
- ad-loutraki: [1288, 1306, 1539, 1573]
- table-cell: 1884: [128, 454, 160, 469]
- ad-goutaki: [990, 471, 1276, 744]
- separator: ×: [548, 684, 562, 701]
- table-cell: Γενικὴ Ἑταιρία Ἐργολαβιῶν: [128, 864, 308, 880]
- table-cell: 5 ο/ο: [319, 655, 350, 670]
- weekday: ΣΑΒΒΑΤΟΝ: [303, 278, 380, 294]
